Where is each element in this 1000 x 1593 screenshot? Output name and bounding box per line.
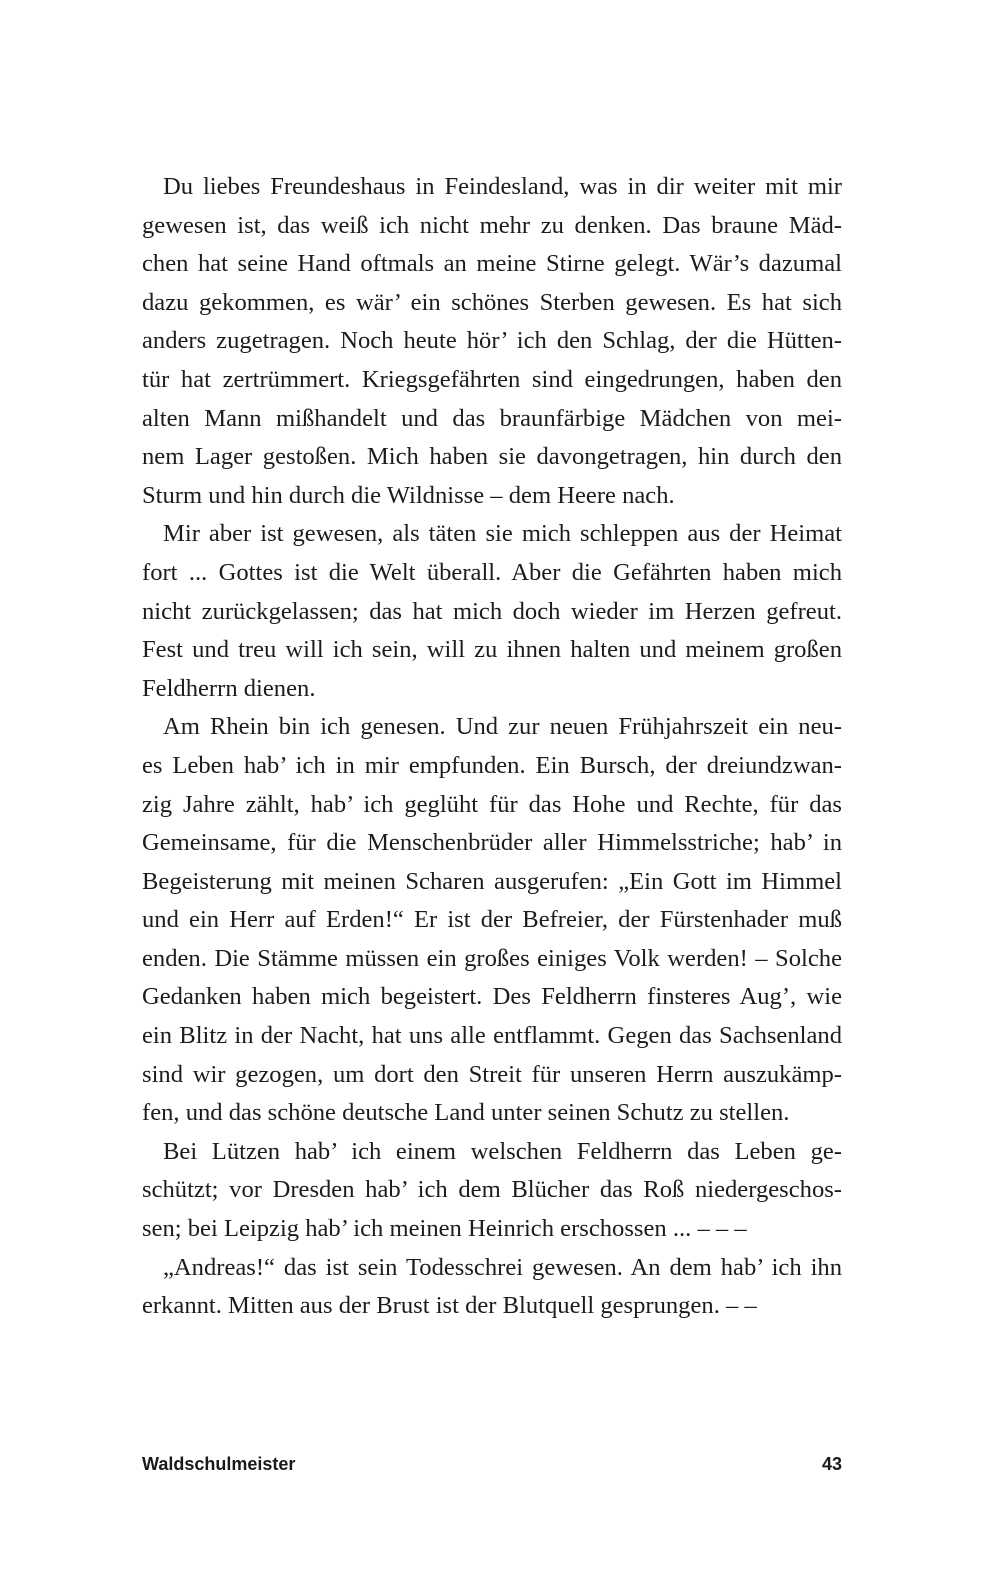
page-number: 43 xyxy=(821,1454,842,1474)
text-line: Du liebes Freundeshaus in Feindesland, was in dir weiter mit mir xyxy=(163,173,842,200)
paragraph-4 xyxy=(142,1133,842,1249)
text-line: Mir aber ist gewesen, als täten sie mich schleppen aus der Heimat xyxy=(163,520,842,548)
text-line: ein Blitz in der Nacht, hat uns alle entflammt. Gegen das Sachsenland xyxy=(142,1022,842,1050)
running-title: Waldschulmeister xyxy=(142,1454,296,1474)
text-line: fort ... Gottes ist die Welt überall. Aber die Gefährten haben mich xyxy=(142,558,842,586)
text-line: Gedanken haben mich begeistert. Des Feldherrn finsteres Aug’, wie xyxy=(142,983,842,1011)
text-line: dazu gekommen, es wär’ ein schönes Sterben gewesen. Es hat sich xyxy=(142,288,842,316)
text-line: chen hat seine Hand oftmals an meine Stirne gelegt. Wär’s dazumal xyxy=(142,250,842,278)
text-line: nicht zurückgelassen; das hat mich doch wieder im Herzen gefreut. xyxy=(142,597,842,625)
paragraph-2 xyxy=(142,515,842,708)
text-line: Fest und treu will ich sein, will zu ihnen halten und meinem großen xyxy=(142,636,842,664)
paragraph-5 xyxy=(142,1249,842,1326)
text-line: tür hat zertrümmert. Kriegsgefährten sind eingedrungen, haben den xyxy=(142,365,842,393)
text-line: Feldherrn dienen. xyxy=(142,674,316,702)
text-line: erkannt. Mitten aus der Brust ist der Blutquell gesprungen. – – xyxy=(142,1292,757,1320)
text-line: und ein Herr auf Erden!“ Er ist der Befreier, der Fürstenhader muß xyxy=(142,906,842,934)
text-line: alten Mann mißhandelt und das braunfärbige Mädchen von mei- xyxy=(142,404,842,432)
text-line: Begeisterung mit meinen Scharen ausgerufen: „Ein Gott im Himmel xyxy=(142,867,842,895)
page-footer xyxy=(142,1450,842,1478)
text-line: Sturm und hin durch die Wildnisse – dem Heere nach. xyxy=(142,481,675,509)
text-line: sen; bei Leipzig hab’ ich meinen Heinrich erschossen ... – – – xyxy=(142,1215,747,1243)
paragraph-3 xyxy=(142,708,842,1133)
paragraph-1 xyxy=(142,168,842,515)
text-line: schützt; vor Dresden hab’ ich dem Blücher das Roß niedergeschos- xyxy=(142,1176,842,1204)
text-line: Bei Lützen hab’ ich einem welschen Feldherrn das Leben ge- xyxy=(163,1137,842,1165)
body-text xyxy=(142,168,842,1326)
text-line: Gemeinsame, für die Menschenbrüder aller Himmelsstriche; hab’ in xyxy=(142,829,842,857)
text-line: sind wir gezogen, um dort den Streit für unseren Herrn auszukämp- xyxy=(142,1060,842,1088)
text-line: enden. Die Stämme müssen ein großes einiges Volk werden! – Solche xyxy=(142,944,842,972)
text-line: gewesen ist, das weiß ich nicht mehr zu denken. Das braune Mäd- xyxy=(142,211,842,239)
text-line: zig Jahre zählt, hab’ ich geglüht für das Hohe und Rechte, für das xyxy=(142,790,842,818)
text-line: nem Lager gestoßen. Mich haben sie davongetragen, hin durch den xyxy=(142,443,842,471)
text-line: es Leben hab’ ich in mir empfunden. Ein Bursch, der dreiundzwan- xyxy=(142,751,842,779)
text-line: „Andreas!“ das ist sein Todesschrei gewesen. An dem hab’ ich ihn xyxy=(163,1253,842,1281)
text-line: fen, und das schöne deutsche Land unter seinen Schutz zu stellen. xyxy=(142,1099,790,1127)
text-line: anders zugetragen. Noch heute hör’ ich den Schlag, der die Hütten- xyxy=(142,327,842,355)
text-line: Am Rhein bin ich genesen. Und zur neuen Frühjahrszeit ein neu- xyxy=(163,713,842,741)
